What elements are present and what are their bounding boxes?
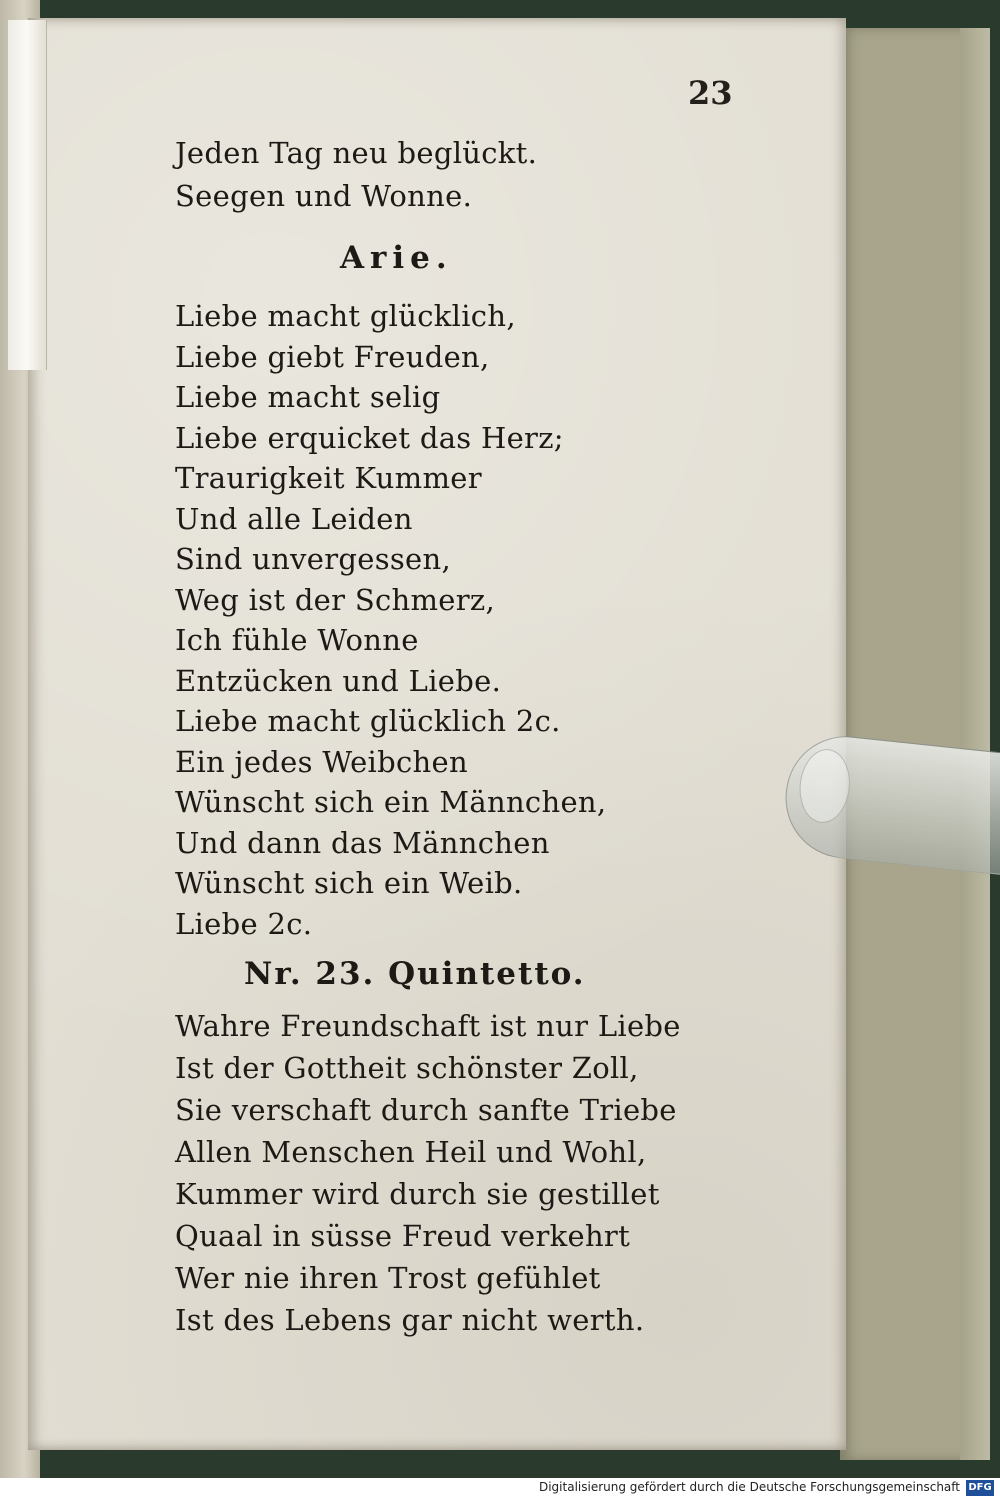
text-line: Quaal in süsse Freud verkehrt [175, 1219, 631, 1253]
heading-quintetto: Nr. 23. Quintetto. [244, 956, 586, 992]
text-line: Seegen und Wonne. [175, 179, 473, 213]
text-line: Wünscht sich ein Weib. [175, 866, 523, 900]
paper-bookmark-strip [8, 20, 47, 370]
text-line: Allen Menschen Heil und Wohl, [175, 1135, 647, 1169]
text-line: Liebe macht selig [175, 380, 441, 414]
text-line: Wer nie ihren Trost gefühlet [175, 1261, 601, 1295]
text-line: Liebe macht glücklich, [175, 299, 516, 333]
text-line: Ein jedes Weibchen [175, 744, 468, 779]
text-line: Jeden Tag neu beglückt. [175, 136, 538, 170]
text-line: Weg ist der Schmerz, [175, 582, 496, 617]
text-line: Entzücken und Liebe. [175, 663, 502, 698]
text-line: Liebe giebt Freuden, [175, 339, 490, 374]
text-line: Sie verschaft durch sanfte Triebe [175, 1093, 677, 1127]
dfg-logo: DFG [966, 1480, 994, 1496]
text-line: Ich fühle Wonne [175, 623, 419, 657]
cover-edge [960, 28, 990, 1460]
clip-hole [796, 747, 853, 826]
text-line: Und dann das Männchen [175, 825, 550, 860]
footer-credit: Digitalisierung gefördert durch die Deutsche Forschungsgemeinschaft [538, 1480, 960, 1494]
text-line: Liebe 2c. [175, 906, 313, 941]
text-line: Und alle Leiden [175, 501, 413, 536]
text-line: Liebe erquicket das Herz; [175, 420, 564, 455]
page-number: 23 [688, 74, 733, 112]
text-line: Traurigkeit Kummer [175, 461, 482, 495]
text-line: Wünscht sich ein Männchen, [175, 785, 607, 819]
text-line: Ist der Gottheit schönster Zoll, [175, 1051, 639, 1085]
text-line: Ist des Lebens gar nicht werth. [175, 1303, 645, 1337]
text-line: Kummer wird durch sie gestillet [175, 1177, 660, 1211]
text-line: Sind unvergessen, [175, 542, 452, 576]
heading-arie: Arie. [340, 240, 453, 276]
text-line: Wahre Freundschaft ist nur Liebe [175, 1009, 681, 1043]
text-line: Liebe macht glücklich 2c. [175, 704, 561, 738]
footer-bar [0, 1478, 1000, 1499]
